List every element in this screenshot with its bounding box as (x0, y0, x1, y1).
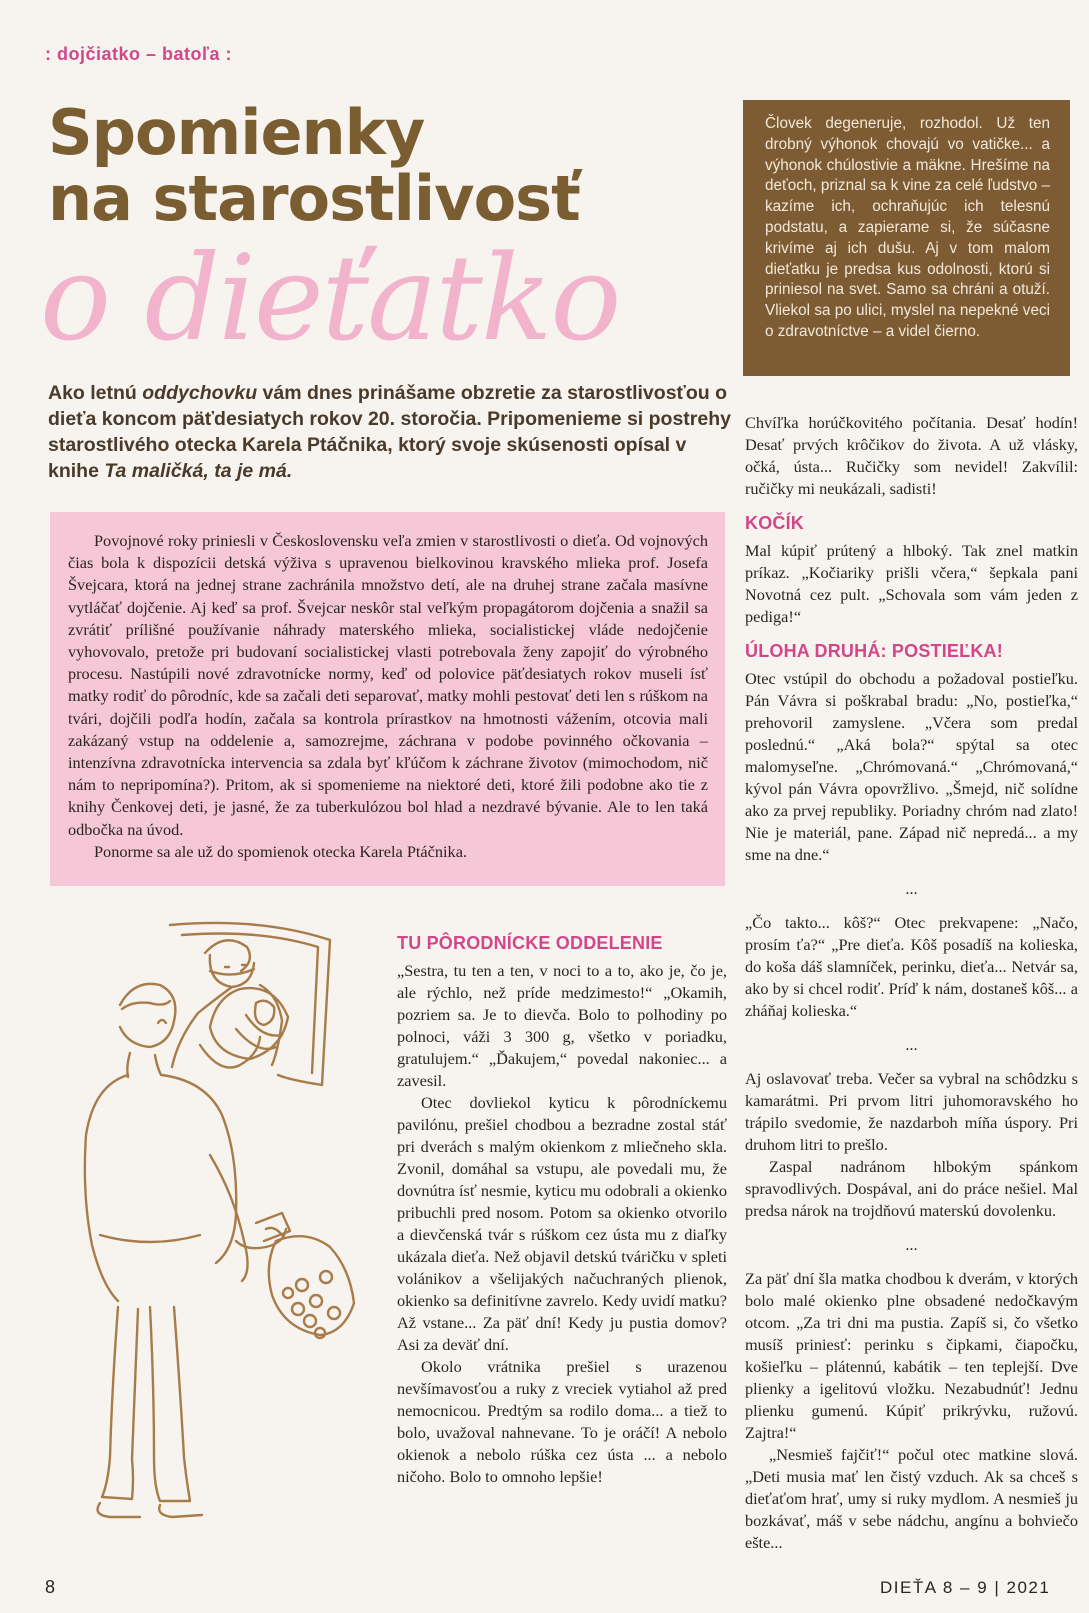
column-right (745, 412, 1078, 1554)
lead-emphasis-1: oddychovku (142, 382, 258, 404)
right-paragraph-5: Aj oslavovať treba. Večer sa vybral na schôdzku s kamarátmi. Pri prvom litri juhomoravského ho trápilo svedomie, že nazdarboh míňa úspory. Pri druhom litri to prešlo. (745, 1069, 1078, 1154)
lead-paragraph (48, 380, 733, 484)
heading-crib: ÚLOHA DRUHÁ: POSTIEĽKA! (745, 641, 1003, 661)
section-break-2: ... (905, 1035, 918, 1054)
middle-paragraph-1: „Sestra, tu ten a ten, v noci to a to, ako je, čo je, ale rýchlo, než príde medzimesto!“ „Okamih, pozriem sa. Je to dievča. Bolo to polhodiny po polnoci, váži 3 300 g, všetko v poriadku, gratulujem.“ „Ďakujem,“ povedal nakoniec... a zavesil. (397, 961, 727, 1090)
heading-stroller: KOČÍK (745, 513, 804, 533)
right-paragraph-8: „Nesmieš fajčiť!“ počul otec matkine slová. „Deti musia mať len čistý vzduch. Ak sa chceš s dieťaťom hrať, umy si ruky mydlom. A nesmieš ju bozkávať, máš v sebe nádchu, angínu a bohviečo ešte... (745, 1445, 1078, 1552)
article-title (48, 96, 688, 235)
title-line-1: Spomienky (48, 96, 425, 169)
right-paragraph-3: Otec vstúpil do obchodu a požadoval postieľku. Pán Vávra si poškrabal bradu: „No, postieľka,“ prehovoril zamyslene. „Včera som predal poslednú.“ „Aká bola?“ spýtal sa otec malomyseľne. „Chrómovaná.“ „Chrómovaná,“ kývol pán Vávra opovržlivo. „Šmejd, nič solídne ako za prvej republiky. Poriadny chróm nad zlato! Nie je materiál, pane. Západ nič nepredá... a my sme na dne.“ (745, 669, 1078, 864)
heading-maternity-ward: TU PÔRODNÍCKE ODDELENIE (397, 933, 663, 953)
right-paragraph-6: Zaspal nadránom hlbokým spánkom spravodlivých. Dospával, ani do práce nešiel. Mal predsa nárok na trojdňovú materskú dovolenku. (745, 1157, 1078, 1220)
title-line-2: na starostlivosť (48, 162, 580, 235)
issue-label: DIEŤA 8 – 9 | 2021 (880, 1578, 1051, 1597)
intro-paragraph-2: Ponorme sa ale už do spomienok otecka Karela Ptáčnika. (94, 841, 467, 861)
lead-text-2: vám dnes prinášame obzretie za starostlivosťou o dieťa koncom päťdesiatych rokov 20. storočia. Pripomenieme si postrehy starostlivého otecka Karela Ptáčnika, ktorý svoje skúsenosti opísal v knihe (48, 382, 731, 482)
section-break-1: ... (905, 879, 918, 898)
right-paragraph-1: Chvíľka horúčkovitého počítania. Desať hodín! Desať prvých krôčikov do života. A už vlásky, očká, ústa... Ručičky som nevidel! Zakvílil: ručičky mi neukázali, sadisti! (745, 413, 1078, 498)
lead-book-title: Ta maličká, ta je má. (104, 460, 293, 482)
sidebar-quote-box (743, 100, 1070, 376)
middle-paragraph-2: Otec dovliekol kyticu k pôrodníckemu pavilónu, prešiel chodbou a bezradne zostal stáť pri dverách s malým okienkom z mliečneho skla. Zvonil, domáhal sa vstupu, ale povedali mu, že dovnútra ísť nesmie, kyticu mu odobrali a okienko pribuchli pred nosom. Potom sa okienko otvorilo a dievčenská tvár s rúškom cez ústa mu z diaľky ukázala dieťa. Než objavil detskú tváričku v spleti volánikov a všelijakých načuchraných plienok, okienko sa definitívne zavrelo. Kedy uvidí matku? Až vstane... Za päť dní! Kedy ju pustia domov? Asi za deväť dní. (397, 1093, 727, 1354)
middle-paragraph-3: Okolo vrátnika prešiel s urazenou nevšímavosťou a ruky z vreciek vytiahol až pred nemocnicou. Predtým sa rodilo doma... a tiež to bolo, uvažoval nahnevane. To je oráčí! A nebolo okienok a nebolo rúška cez ústa ... a nebolo ničoho. Bolo to omnoho lepšie! (397, 1357, 727, 1486)
intro-text (68, 530, 708, 863)
right-paragraph-7: Za päť dní šla matka chodbou k dverám, v ktorých bolo malé okienko plne obsadené nedočkavým otcom. „Za tri dni ma pustia. Zapíš si, čo všetko musíš priniesť: perinku s čipkami, čiapočku, košieľku – plátennú, kabátik – ten teplejší. Dve plienky a igelitovú vložku. Nezabudnúť! Jednu plienku gumenú. Kúpiť prikrývku, ružovú. Zajtra!“ (745, 1269, 1078, 1442)
section-rubric: : dojčiatko – batoľa : (45, 44, 232, 64)
lead-text-1: Ako letnú (48, 382, 143, 404)
page-number: 8 (45, 1577, 56, 1597)
section-break-3: ... (905, 1235, 918, 1254)
right-paragraph-2: Mal kúpiť prútený a hlboký. Tak znel matkin príkaz. „Kočiariky prišli včera,“ šepkala pani Novotná cez pult. „Schovala som vám jeden z pediga!“ (745, 541, 1078, 626)
sidebar-quote-text: Človek degeneruje, rozhodol. Už ten drobný výhonok chovajú vo vatičke... a výhonok chúlostivie a mäkne. Hrešíme na deťoch, priznal sa k vine za celé ľudstvo – kazíme ich, ochraňujúc ich telesnú podstatu, a zapierame si, že súčasne krivíme aj ich dušu. Aj v tom malom dieťatku je predsa kus odolnosti, ktorú si priniesol na svet. Samo sa chráni a otuží. Vliekol sa po ulici, myslel na nepekné veci o zdravotníctve – a videl čierno. (765, 115, 1050, 340)
right-paragraph-4: „Čo takto... kôš?“ Otec prekvapene: „Načo, prosím ťa?“ „Pre dieťa. Kôš posadíš na kolieska, do koša dáš slamníček, perinku, dieťa... Netvár sa, ako by si chcel rodiť. Príď k nám, dostaneš kôš... a zháňaj kolieska.“ (745, 913, 1078, 1020)
intro-paragraph-1: Povojnové roky priniesli v Československu veľa zmien v starostlivosti o dieťa. Od vojnových čias bola k dispozícii detská výživa s upravenou bielkovinou kravského mlieka prof. Josefa Švejcara, ktorá na jednej strane zachránila množstvo detí, ale na druhej strane začala masívne vytláčať dojčenie. Aj keď sa prof. Švejcar neskôr stal veľkým propagátorom dojčenia a snažil sa zvrátiť prílišné používanie náhrady materského mlieka, socialistickej vláde nedojčenie vyhovovalo, pretože pri budovaní socialistickej vlasti potrebovala ženy zapojiť do výrobného procesu. Nastúpili nové zdravotnícke normy, keď od polovice päťdesiatych rokov museli ísť matky rodiť do pôrodníc, kde sa začali deti separovať, matky mohli pestovať deti len s rúškom na tvári, dojčili podľa hodín, začala sa kontrola prírastkov na hmotnosti vážením, otcovia mali zakázaný vstup na oddelenie a, samozrejme, záchrana v podobe povinného očkovania – intenzívna zdravotnícka intervencia sa zdala byť kľúčom k záchrane životov (mimochodom, nič nám to nepripomína?). Pritom, ak si spomenieme na niektoré deti, ktoré žili podobne ako tie z knihy Čenkovej deti, je jasné, že za tuberkulózou bol hlad a nezdravé bývanie. Ale to len taká odbočka na úvod. (68, 531, 708, 839)
title-script: o dieťatko (40, 229, 620, 367)
column-middle (397, 920, 727, 1488)
father-at-window-illustration (60, 905, 390, 1540)
